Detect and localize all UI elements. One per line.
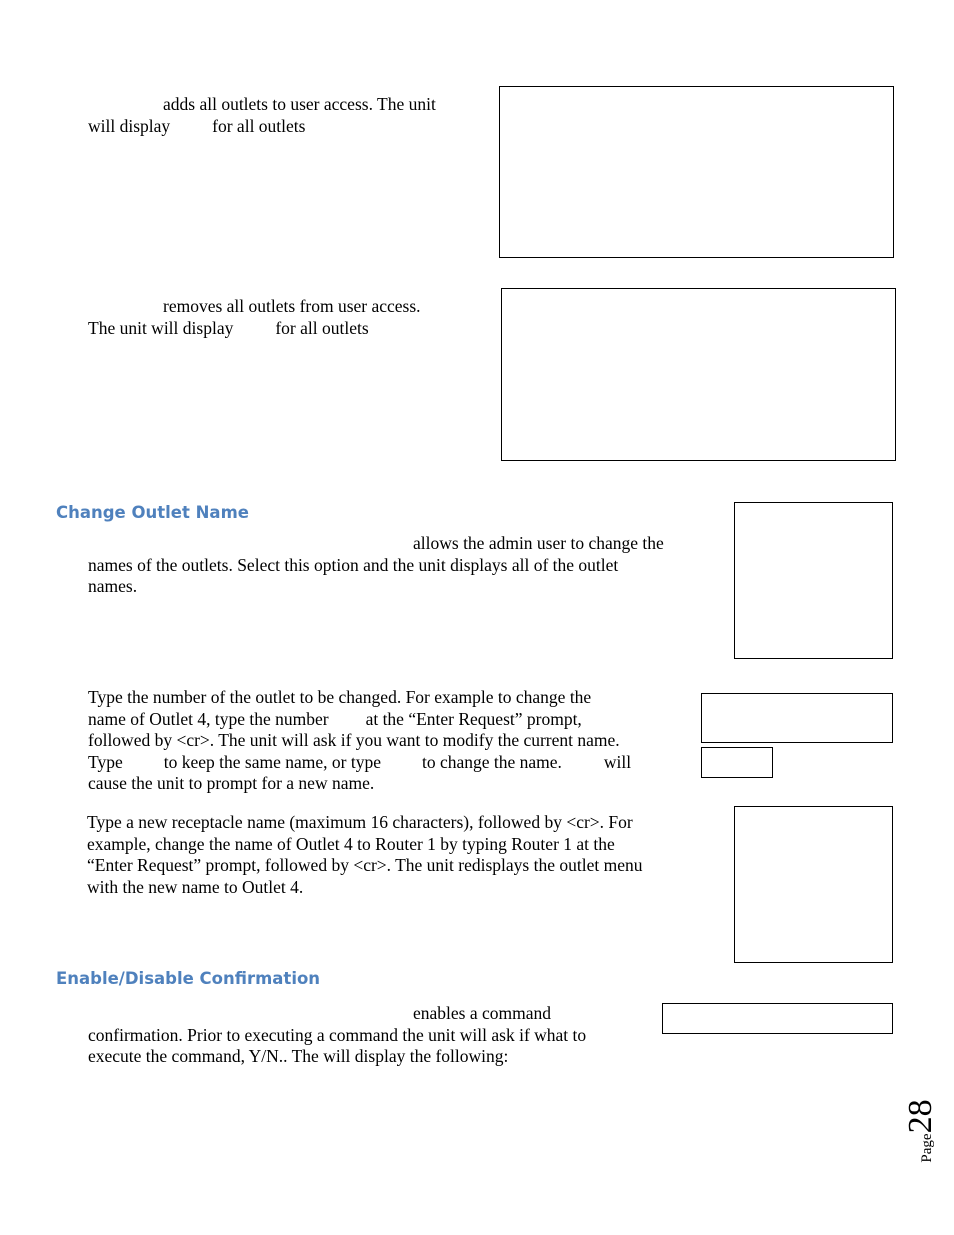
outlet-list-screenshot-box — [734, 502, 893, 659]
add-all-screenshot-box — [499, 86, 894, 258]
renamed-outlet-screenshot-box — [734, 806, 893, 963]
remove-all-line1: removes all outlets from user access. — [163, 296, 421, 316]
add-all-line1: adds all outlets to user access. The unit — [163, 94, 436, 114]
add-all-description — [88, 94, 436, 137]
change-outlet-name-heading: Change Outlet Name — [56, 503, 249, 522]
remove-all-screenshot-box — [501, 288, 896, 461]
page-number-value: 28 — [902, 1099, 939, 1134]
page-number — [893, 1088, 949, 1174]
change-name-paragraph-1: allows the admin user to change the names of the outlets. Select this option and the unit displays all of the outlet names. — [88, 533, 664, 596]
page-word: Page — [919, 1133, 935, 1163]
change-name-paragraph-2: Type the number of the outlet to be changed. For example to change the name of Outlet 4, type the number at the “Enter Request” prompt, followed by <cr>. The unit will ask if you want to modify the current name. Type to keep the same name, or type to change the name. will cause the unit to prompt for a new name. — [88, 687, 632, 793]
remove-all-description — [88, 296, 421, 339]
modify-prompt-screenshot-box — [701, 693, 893, 743]
confirmation-screenshot-box — [662, 1003, 893, 1034]
confirmation-paragraph: enables a command confirmation. Prior to executing a command the unit will ask if what to execute the command, Y/N.. The will display the following: — [88, 1003, 587, 1066]
enable-disable-confirmation-heading: Enable/Disable Confirmation — [56, 969, 321, 988]
yn-prompt-screenshot-box — [701, 747, 773, 778]
add-all-line2: will display for all outlets — [88, 115, 306, 136]
change-name-paragraph-3: Type a new receptacle name (maximum 16 characters), followed by <cr>. For example, change the name of Outlet 4 to Router 1 by typing Router 1 at the “Enter Request” prompt, followed by <cr>. The unit redisplays the outlet menu with the new name to Outlet 4. — [87, 812, 643, 897]
remove-all-line2: The unit will display for all outlets — [88, 317, 369, 338]
